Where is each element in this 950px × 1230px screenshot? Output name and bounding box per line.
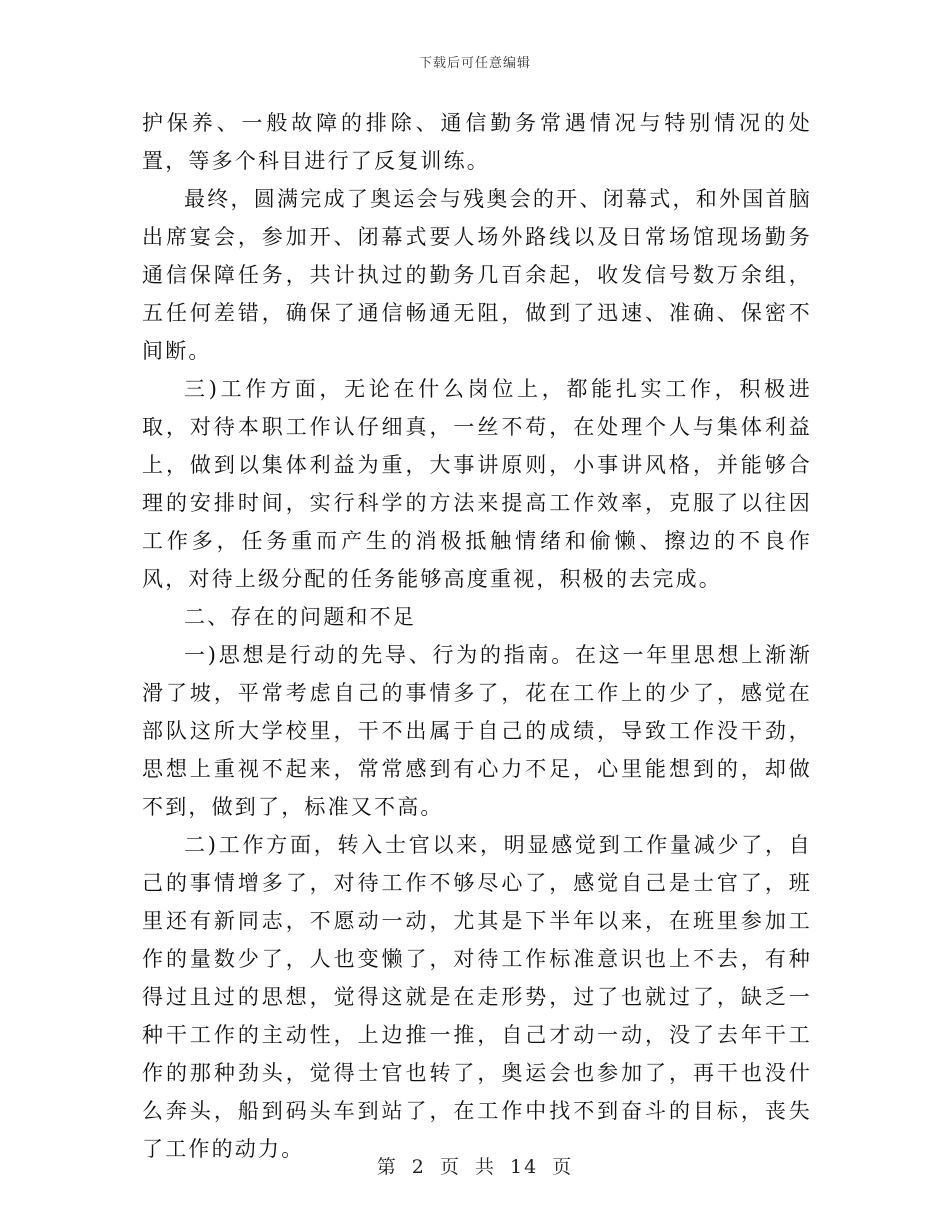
paragraph: 二)工作方面，转入士官以来，明显感觉到工作量减少了，自己的事情增多了，对待工作不够尽心了，感觉自己是士官了，班里还有新同志，不愿动一动，尤其是下半年以来，在班里参加工作的量数少了，人也变懒了，对待工作标准意识也上不去，有种得过且过的思想，觉得这就是在走形势，过了也就过了，缺乏一种干工作的主动性，上边推一推，自己才动一动，没了去年干工作的那种劲头，觉得士官也转了，奥运会也参加了，再干也没什么奔头，船到码头车到站了，在工作中找不到奋斗的目标，丧失了工作的动力。 bbox=[142, 833, 812, 1161]
paragraph: 护保养、一般故障的排除、通信勤务常遇情况与特别情况的处置，等多个科目进行了反复训练。 bbox=[142, 111, 812, 173]
paragraph: 一)思想是行动的先导、行为的指南。在这一年里思想上渐渐滑了坡，平常考虑自己的事情多了，花在工作上的少了，感觉在部队这所大学校里，干不出属于自己的成绩，导致工作没干劲，思想上重视不起来，常常感到有心力不足，心里能想到的，却做不到，做到了，标准又不高。 bbox=[142, 643, 812, 819]
document-body bbox=[142, 104, 812, 1168]
paragraph: 三)工作方面，无论在什么岗位上，都能扎实工作，积极进取，对待本职工作认仔细真，一丝不苟，在处理个人与集体利益上，做到以集体利益为重，大事讲原则，小事讲风格，并能够合理的安排时间，实行科学的方法来提高工作效率，克服了以往因工作多，任务重而产生的消极抵触情绪和偷懒、擦边的不良作风，对待上级分配的任务能够高度重视，积极的去完成。 bbox=[142, 377, 812, 591]
page-number-footer: 第 2 页 共 14 页 bbox=[376, 1156, 574, 1178]
section-heading: 二、存在的问题和不足 bbox=[184, 605, 416, 629]
page-header: 下载后可任意编辑 bbox=[418, 56, 531, 71]
paragraph: 最终，圆满完成了奥运会与残奥会的开、闭幕式，和外国首脑出席宴会，参加开、闭幕式要人场外路线以及日常场馆现场勤务通信保障任务，共计执过的勤务几百余起，收发信号数万余组，五任何差错，确保了通信畅通无阻，做到了迅速、准确、保密不间断。 bbox=[142, 187, 812, 363]
